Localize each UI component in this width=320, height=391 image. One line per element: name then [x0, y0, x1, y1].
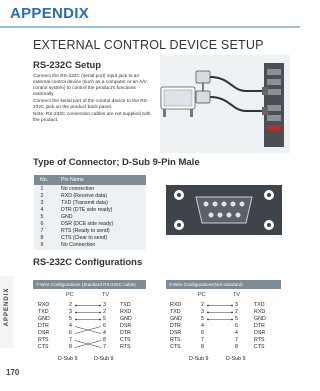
pin-name: No Connection [61, 242, 96, 248]
tv-signal: DSR [120, 323, 132, 329]
pc-signal: GND [170, 316, 182, 322]
pc-pin: 2 [201, 302, 204, 308]
pin-name: DTR (DTE side ready) [61, 207, 113, 213]
tv-pin: 6 [103, 323, 106, 329]
setup-paragraph-3: Note: RS-232C connection cables are not supplied with the product. [33, 112, 151, 123]
tv-pin: 8 [103, 337, 106, 343]
pc-pin: 6 [69, 330, 72, 336]
pc-signal: RTS [170, 337, 181, 343]
pc-pin: 8 [69, 344, 72, 350]
table-row [34, 221, 146, 228]
table-row [38, 316, 50, 323]
pin-number: 4 [40, 207, 44, 213]
tv-pin: 2 [103, 309, 106, 315]
tv-signal: TXD [120, 302, 131, 308]
section-title: EXTERNAL CONTROL DEVICE SETUP [33, 38, 264, 52]
dsub9-connector-diagram [166, 185, 282, 235]
tv-signal: GND [120, 316, 132, 322]
pc-signal: RTS [38, 337, 49, 343]
pc-pin: 4 [201, 323, 204, 329]
tv-connector-label: D-Sub 9 [226, 356, 246, 362]
pin-name: GND [61, 214, 73, 220]
tv-signal: DTR [120, 330, 131, 336]
pc-signal: TXD [38, 309, 49, 315]
pin-number: 8 [40, 235, 44, 241]
pin-table-header [34, 175, 146, 185]
connector-heading: Type of Connector; D-Sub 9-Pin Male [33, 157, 200, 168]
pin-table [34, 185, 146, 250]
pc-signal: RXD [170, 302, 182, 308]
table-row [34, 200, 146, 207]
table-row [34, 186, 146, 193]
tv-signal: DTR [254, 323, 265, 329]
pc-pin: 5 [69, 316, 72, 322]
pin-number: 1 [40, 186, 44, 192]
table-row [38, 302, 49, 309]
table-row [34, 242, 146, 249]
tv-pin: 4 [103, 330, 106, 336]
table-row [34, 228, 146, 235]
pc-connector-label: D-Sub 9 [189, 356, 209, 362]
pc-pin: 7 [69, 337, 72, 343]
pc-signal: DTR [170, 323, 181, 329]
pc-signal: CTS [38, 344, 49, 350]
pc-pin: 2 [69, 302, 72, 308]
tv-pin: 7 [103, 344, 106, 350]
pc-signal: DSR [170, 330, 182, 336]
connection-illustration [160, 55, 290, 153]
table-row [38, 323, 49, 330]
rs232-setup-heading: RS-232C Setup [33, 60, 102, 71]
tv-pin: 6 [235, 323, 238, 329]
pin-name: CTS (Clear to send) [61, 235, 108, 241]
pc-signal: TXD [170, 309, 181, 315]
table-row [34, 214, 146, 221]
table-row [34, 193, 146, 200]
pin-number: 7 [40, 228, 44, 234]
three-wire-lines [207, 302, 233, 352]
tv-signal: RTS [254, 337, 265, 343]
page-number: 170 [6, 368, 20, 377]
table-row [34, 235, 146, 242]
tv-label: TV [102, 292, 110, 298]
pc-signal: DSR [38, 330, 50, 336]
pin-name: TXD (Transmit data) [61, 200, 108, 206]
tv-pin: 8 [235, 344, 238, 350]
pin-number: 6 [40, 221, 44, 227]
pc-pin: 6 [201, 330, 204, 336]
tv-pin: 5 [235, 316, 238, 322]
pc-pin: 5 [201, 316, 204, 322]
seven-wire-lines [75, 302, 101, 352]
table-row [34, 207, 146, 214]
header-divider [0, 26, 300, 28]
pin-number: 5 [40, 214, 44, 220]
pc-signal: CTS [170, 344, 181, 350]
table-row [38, 337, 49, 344]
three-wire-title: 3-Wire Configurations(Not standard) [166, 280, 281, 289]
pc-pin: 4 [69, 323, 72, 329]
header-title: APPENDIX [10, 5, 90, 22]
seven-wire-title: 7-Wire Configurations (Standard RS-232C cable) [33, 280, 146, 289]
pc-signal: GND [38, 316, 50, 322]
pc-connector-label: D-Sub 9 [58, 356, 78, 362]
pin-name: RTS (Ready to send) [61, 228, 110, 234]
tv-signal: CTS [120, 337, 131, 343]
tv-signal: RXD [120, 309, 132, 315]
tv-pin: 5 [103, 316, 106, 322]
tv-signal: GND [254, 316, 266, 322]
table-row [38, 330, 49, 337]
tv-signal: RXD [254, 309, 266, 315]
pc-signal: RXD [38, 302, 50, 308]
pc-label: PC [66, 292, 74, 298]
pin-name: DSR (DCE side ready) [61, 221, 114, 227]
tv-pin: 7 [235, 337, 238, 343]
tv-signal: CTS [254, 344, 265, 350]
tv-pin: 4 [235, 330, 238, 336]
pin-name: RXD (Receive data) [61, 193, 108, 199]
table-row [38, 344, 49, 351]
pin-number: 9 [40, 242, 44, 248]
pin-number: 3 [40, 200, 44, 206]
tv-label: TV [233, 292, 241, 298]
pc-pin: 3 [69, 309, 72, 315]
tv-pin: 2 [235, 309, 238, 315]
pc-pin: 8 [201, 344, 204, 350]
tv-pin: 3 [103, 302, 106, 308]
tv-signal: TXD [254, 302, 265, 308]
pin-name-header: Pin Name [61, 177, 84, 183]
configurations-heading: RS-232C Configurations [33, 257, 143, 268]
table-row [38, 309, 49, 316]
pin-number-header: No. [40, 177, 49, 183]
tv-signal: DSR [254, 330, 266, 336]
pc-label: PC [198, 292, 206, 298]
setup-paragraph-1: Connect the RS-232C (serial port) input jack to an external control device (such as a computer or an A/V control system) to control the product's functions externally. [33, 74, 147, 97]
pc-pin: 7 [201, 337, 204, 343]
pc-signal: DTR [38, 323, 49, 329]
pc-pin: 3 [201, 309, 204, 315]
tv-connector-label: D-Sub 9 [94, 356, 114, 362]
pin-number: 2 [40, 193, 44, 199]
side-tab-label: APPENDIX [4, 287, 10, 327]
setup-paragraph-2: Connect the serial port of the control device to the RS-232C jack on the product back panel. [33, 99, 149, 110]
tv-signal: RTS [120, 344, 131, 350]
pin-name: No connection [61, 186, 95, 192]
tv-pin: 3 [235, 302, 238, 308]
